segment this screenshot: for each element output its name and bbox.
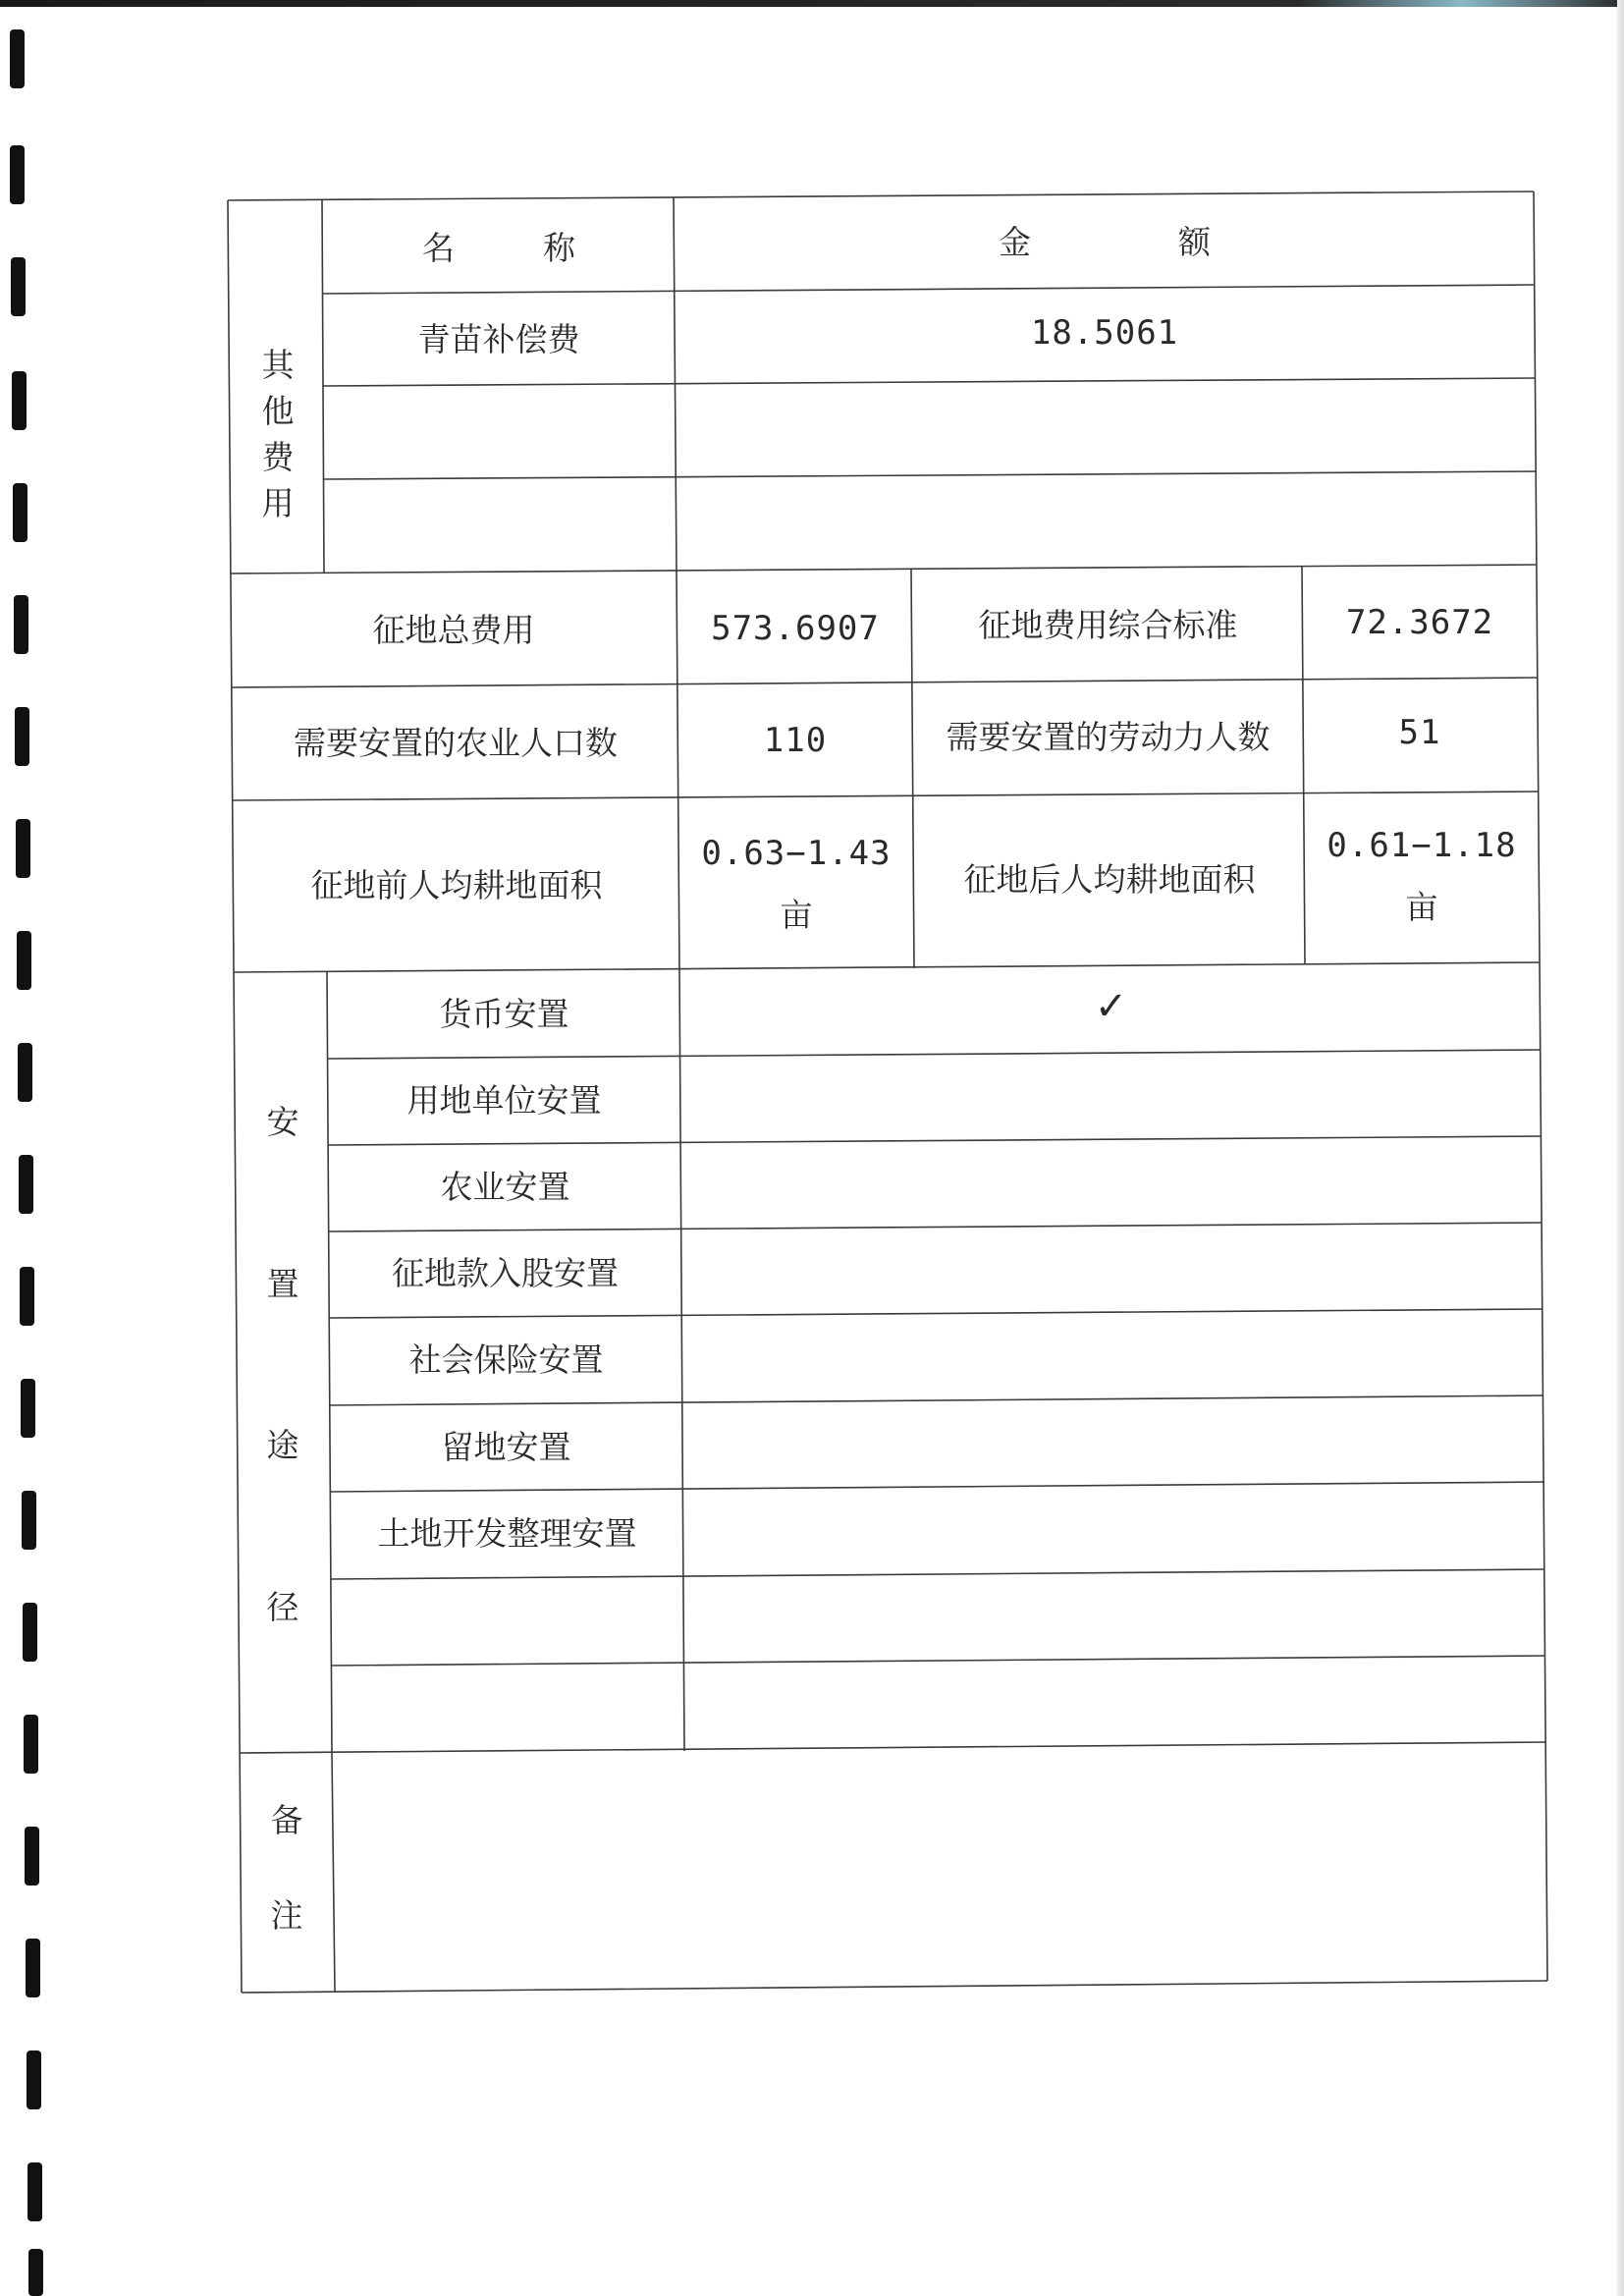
fee-row-amount	[677, 382, 1535, 472]
header-name-char: 名	[422, 228, 455, 267]
standard-label: 征地费用综合标准	[978, 606, 1238, 645]
resettlement-row-mark	[685, 1570, 1543, 1655]
section-char: 注	[270, 1896, 303, 1935]
section-char: 他	[261, 392, 295, 430]
header-name	[324, 204, 674, 293]
before-area-value: 0.63−1.43	[701, 833, 892, 873]
resettlement-row-name: 土地开发整理安置	[377, 1513, 637, 1553]
total-fee-value: 573.6907	[711, 608, 880, 648]
resettlement-row-mark	[684, 1396, 1542, 1481]
fee-row-name: 青苗补偿费	[417, 319, 580, 358]
resettlement-row-mark	[685, 1483, 1543, 1567]
resettlement-row-name	[333, 1666, 683, 1750]
section-char: 安	[266, 1103, 299, 1142]
standard-value: 72.3672	[1345, 602, 1494, 642]
other-fees-section-label	[236, 295, 320, 570]
after-area-value: 0.61−1.18	[1326, 825, 1517, 865]
header-amount	[676, 198, 1534, 287]
resettlement-row-name: 货币安置	[439, 994, 569, 1033]
section-char: 其	[261, 346, 295, 384]
fee-row-name	[325, 388, 675, 478]
before-area-cell	[680, 803, 912, 965]
remarks-section-label	[243, 1768, 331, 1964]
resettlement-row-mark	[683, 1137, 1541, 1222]
resettlement-row-name: 征地款入股安置	[392, 1253, 619, 1292]
header-name-char: 称	[543, 228, 575, 267]
fee-row-amount: 18.5061	[1030, 313, 1179, 354]
total-fee-label: 征地总费用	[372, 611, 535, 650]
section-char: 备	[270, 1801, 303, 1839]
resettlement-row-mark	[686, 1657, 1543, 1741]
resettlement-row-mark: ✓	[1094, 984, 1128, 1029]
labor-label: 需要安置的劳动力人数	[946, 717, 1271, 756]
agri-pop-value: 110	[763, 721, 828, 761]
resettlement-row-name: 社会保险安置	[408, 1339, 604, 1379]
section-char: 径	[266, 1587, 299, 1626]
section-char: 置	[266, 1264, 299, 1303]
labor-value: 51	[1398, 713, 1441, 753]
section-char: 用	[261, 484, 295, 522]
after-area-label: 征地后人均耕地面积	[963, 860, 1256, 900]
resettlement-row-name: 用地单位安置	[406, 1080, 602, 1120]
resettlement-section-label	[240, 982, 326, 1743]
resettlement-row-name: 留地安置	[441, 1427, 571, 1466]
section-char: 费	[261, 438, 295, 476]
resettlement-row-name	[332, 1579, 682, 1664]
agri-pop-label: 需要安置的农业人口数	[294, 723, 618, 762]
after-area-cell	[1306, 795, 1538, 957]
fee-row-name	[326, 481, 676, 572]
resettlement-row-mark	[682, 1051, 1540, 1135]
header-amount-char: 金	[999, 222, 1031, 261]
resettlement-row-name: 农业安置	[440, 1167, 570, 1206]
before-area-label: 征地前人均耕地面积	[310, 866, 603, 905]
fee-row-amount	[677, 475, 1536, 566]
after-area-unit: 亩	[1405, 888, 1438, 927]
section-char: 途	[266, 1426, 299, 1465]
header-amount-char: 额	[1178, 222, 1211, 261]
resettlement-row-mark	[683, 1224, 1541, 1308]
resettlement-row-mark	[684, 1310, 1542, 1394]
before-area-unit: 亩	[780, 896, 813, 935]
remarks-content	[339, 1758, 1542, 1984]
